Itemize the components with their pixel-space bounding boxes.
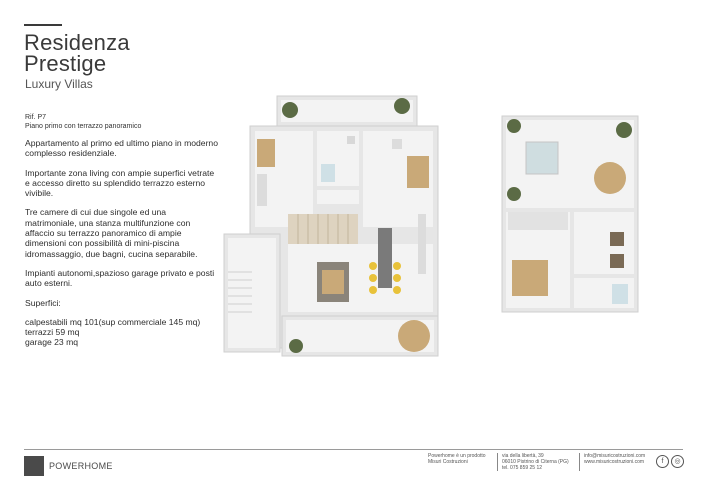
title-line-2: Prestige (24, 51, 107, 76)
desc-paragraph: Impianti autonomi,spazioso garage privato e posti auto esterni. (25, 267, 215, 289)
title-line-1: Residenza (24, 30, 130, 55)
surfaces-title: Superfici: (25, 297, 61, 308)
surface-line: terrazzi 59 mq (25, 327, 80, 338)
title-rule (24, 24, 62, 26)
bed-icon (407, 156, 429, 188)
plant-icon (507, 119, 521, 133)
desc-paragraph: Appartamento al primo ed ultimo piano in moderno complesso residenziale. (25, 138, 218, 159)
plant-icon (289, 339, 303, 353)
plant-icon (282, 102, 298, 118)
listing-ref: Rif. P7 (25, 114, 47, 121)
plant-icon (616, 122, 632, 138)
facebook-icon[interactable]: f (656, 455, 669, 468)
powerhome-logo (24, 456, 44, 476)
footer-address (502, 453, 569, 471)
footer-text: tel. 075 859 25 12 (502, 465, 543, 471)
footer-email[interactable]: info@misuricostruzioni.com (584, 453, 646, 459)
page-title (24, 32, 130, 74)
footer-divider (579, 453, 580, 471)
room-living (288, 244, 433, 312)
listing-floor: Piano primo con terrazzo panoramico (25, 123, 142, 130)
footer-text: Misuri Costruzioni (428, 459, 468, 465)
footer-text: Powerhome è un prodotto (428, 453, 486, 459)
footer-rule (24, 449, 683, 450)
surface-line: garage 23 mq (25, 337, 79, 348)
jacuzzi-icon (526, 142, 558, 174)
desc-paragraph: Importante zona living con ampie superfici vetrate e accesso diretto su splendido terrazzo esterno vivibile. (25, 167, 215, 199)
page-subtitle: Luxury Villas (25, 77, 93, 91)
round-table-icon (398, 320, 430, 352)
floor-plan-terrace (500, 114, 642, 316)
footer-company (428, 453, 486, 465)
bed-icon (512, 260, 548, 296)
instagram-icon[interactable]: ◎ (671, 455, 684, 468)
footer-contacts (584, 453, 645, 465)
brand-name: POWERHOME (49, 461, 113, 471)
listing-description (25, 138, 220, 348)
footer-text: 06010 Pistrino di Citerna (PG) (502, 459, 569, 465)
plant-icon (394, 98, 410, 114)
round-table-icon (594, 162, 626, 194)
footer-website[interactable]: www.misuricostruzioni.com (584, 459, 645, 465)
plant-icon (507, 187, 521, 201)
footer-divider (497, 453, 498, 471)
floor-plan-main (222, 94, 442, 362)
kitchen-island (378, 228, 392, 288)
surface-line: calpestabili mq 101(sup commerciale 145 mq) (25, 316, 201, 327)
listing-ref-block (25, 113, 141, 131)
desc-paragraph: Tre camere di cui due singole ed una matrimoniale, una stanza multifunzione con affaccio su terrazzo panoramico di ampie dimensioni con possibilità di mini-piscina idromassaggio, due bagni, cucina separabile. (25, 207, 198, 259)
footer-text: via della libertà, 39 (502, 453, 544, 459)
bed-icon (257, 139, 275, 167)
